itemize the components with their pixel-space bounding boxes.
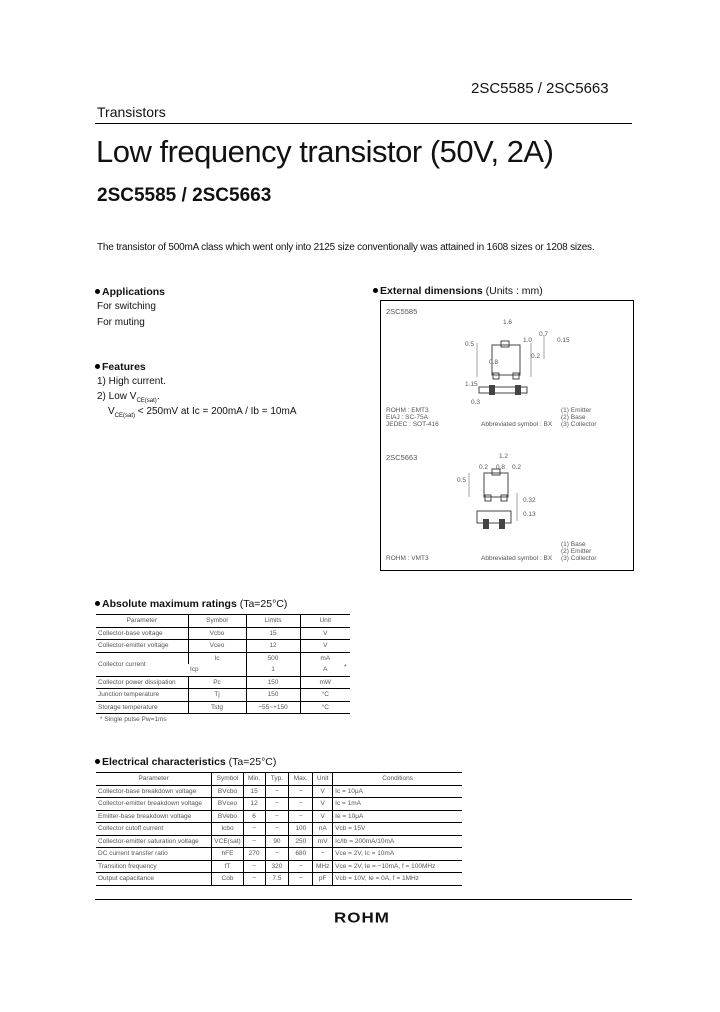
table-row [96,640,350,653]
bullet-icon [95,289,100,294]
table-cell: −55~+150 [246,701,300,714]
table-cell: fT [212,860,243,873]
features-heading: Features [95,361,146,373]
table-cell: 6 [243,810,265,823]
table-cell: 90 [265,835,289,848]
table-header-row [96,773,462,786]
table-cell: V [300,627,350,640]
table-cell: Ie = 10μA [333,810,462,823]
table-cell: − [289,798,313,811]
table-cell: mA [300,652,350,664]
table-row [96,823,462,836]
dimension-label: 0.13 [523,511,536,518]
column-header: Symbol [212,773,243,786]
dimension-label: 1.2 [499,453,509,460]
table-cell: Tj [188,689,246,702]
header-part-numbers: 2SC5585 / 2SC5663 [471,80,609,97]
table-cell: Cob [212,873,243,886]
page-title: Low frequency transistor (50V, 2A) [96,134,554,169]
dimension-label: 0.15 [557,337,570,344]
dimension-label: 0.7 [539,331,549,338]
intro-text: The transistor of 500mA class which went only into 2125 size conventionally was attained in 1608 sizes or 1208 sizes. [97,242,595,253]
package-code: EIAJ : SC-75A [386,414,428,421]
table-cell: pF [313,873,333,886]
table-cell: − [243,873,265,886]
table-cell: Vcb = 15V [333,823,462,836]
package1-drawing [459,315,569,405]
table-cell: 7.5 [265,873,289,886]
table-row [96,785,462,798]
package2-drawing [461,461,551,551]
table-cell: − [289,860,313,873]
dimension-label: 0.3 [471,399,481,406]
table-row [96,860,462,873]
table-cell: Transition frequency [98,862,157,870]
table-cell: Ic/Ib = 200mA/10mA [333,835,462,848]
table-cell: − [289,810,313,823]
bullet-icon [95,601,100,606]
column-header: Parameter [138,775,169,783]
column-header: Unit [300,615,350,628]
dimension-label: 0.2 [479,464,489,471]
table-cell: DC current transfer ratio [98,850,168,858]
page-subtitle: 2SC5585 / 2SC5663 [97,185,272,206]
table-cell: Emitter-base breakdown voltage [98,812,192,820]
table-cell: Vce = 2V, Ic = 10mA [333,848,462,861]
table-row [96,627,350,640]
rohm-logo: ROHM [334,909,390,926]
table-cell: − [243,823,265,836]
bullet-icon [95,759,100,764]
table-cell: Collector-emitter voltage [98,642,169,650]
dimension-label: 1.6 [503,319,513,326]
pin-label: (2) Base [561,414,586,421]
table-row [96,701,350,714]
feature-item: 1) High current. [97,376,166,387]
column-header: Limits [246,615,300,628]
abbreviated-symbol: Abbreviated symbol : BX [481,421,553,428]
pin-label: (3) Collector [561,421,597,428]
table-cell: − [313,848,333,861]
table-cell: V [313,798,333,811]
footer-rule [95,899,632,900]
table-cell: 12 [243,798,265,811]
table-cell: 100 [289,823,313,836]
table-cell: − [265,823,289,836]
table-row [96,848,462,861]
table-row [96,835,462,848]
table-cell: V [300,640,350,653]
dimension-label: 1.15 [465,381,478,388]
dimension-label: 1.0 [523,337,533,344]
table-cell: VCE(sat) [212,835,243,848]
table-cell: 680 [289,848,313,861]
pin-label: (1) Emitter [561,407,592,414]
table-header-row [96,615,350,628]
table-cell: Collector current [96,652,188,676]
table-cell: 12 [246,640,300,653]
table-cell: 500 [246,652,300,664]
table-cell: 1 [246,664,300,676]
abbreviated-symbol: Abbreviated symbol : BX [481,555,553,562]
table-row [96,652,350,664]
table-cell: Collector-emitter saturation voltage [98,837,199,845]
package-name: 2SC5663 [386,453,418,462]
table-cell: 150 [246,676,300,689]
table-cell: 250 [289,835,313,848]
table-cell: MHz [313,860,333,873]
table-cell: 150 [246,689,300,702]
table-cell: Storage temperature [98,703,158,711]
column-header: Max. [289,773,313,786]
table-cell: Vce = 2V, Ie = −10mA, f = 100MHz [333,860,462,873]
pin-label: (2) Emitter [561,548,592,555]
package-code: JEDEC : SOT-416 [386,421,439,428]
abs-max-table [96,614,350,714]
table-cell: mV [313,835,333,848]
pin-label: (3) Collector [561,555,597,562]
table-cell: °C [300,701,350,714]
table-cell: Vcb = 10V, Ie = 0A, f = 1MHz [333,873,462,886]
table-cell: 15 [246,627,300,640]
table-cell: 320 [265,860,289,873]
pin-label: (1) Base [561,541,586,548]
application-item: For switching [97,301,156,312]
table-row [96,810,462,823]
table-cell: Ic = 1mA [333,798,462,811]
footnote-mark: * [344,664,347,671]
table-cell: Junction temperature [98,691,160,699]
column-header: Min. [243,773,265,786]
table-cell: A [300,664,350,676]
table-cell: − [265,810,289,823]
table-cell: hFE [212,848,243,861]
table-cell: − [243,835,265,848]
dimension-label: 0.8 [496,464,506,471]
table-cell: − [289,873,313,886]
table-cell: Ic [188,652,246,664]
electrical-heading: Electrical characteristics (Ta=25°C) [95,756,276,768]
applications-heading: Applications [95,286,165,298]
column-header: Parameter [126,617,157,625]
table-cell: − [289,785,313,798]
dimensions-box [380,300,634,571]
table-cell: − [265,785,289,798]
bullet-icon [95,364,100,369]
table-cell: 15 [243,785,265,798]
table-cell: 270 [243,848,265,861]
table-cell: Tstg [188,701,246,714]
feature-condition: $V_{CE(sat)} < 250mV$ at Ic = 200mA / Ib = 10mA [108,406,297,419]
column-header: Unit [313,773,333,786]
table-row [96,873,462,886]
dimension-label: 0.5 [457,477,467,484]
table-cell: Vceo [188,640,246,653]
column-header: Symbol [188,615,246,628]
column-header: Typ. [265,773,289,786]
package-name: 2SC5585 [386,307,418,316]
table-cell: Collector power dissipation [98,678,176,686]
abs-max-heading: Absolute maximum ratings (Ta=25°C) [95,598,287,610]
table-cell: − [265,798,289,811]
table-cell: Vcbo [188,627,246,640]
table-cell: mW [300,676,350,689]
table-cell: nA [313,823,333,836]
table-cell: BVcbo [212,785,243,798]
table-row [96,689,350,702]
table-cell: Ic = 10μA [333,785,462,798]
header-rule [95,123,632,124]
electrical-table [96,772,462,886]
abs-max-note: * Single pulse Pw=1ms [100,716,167,723]
package-code: ROHM : EMT3 [386,407,429,414]
application-item: For muting [97,317,145,328]
table-cell: Collector-emitter breakdown voltage [98,800,203,808]
table-row [96,676,350,689]
external-dimensions-heading: External dimensions (Units : mm) [373,285,543,297]
table-cell: Pc [188,676,246,689]
table-cell: Icp [190,666,199,674]
table-cell: Output capacitance [98,875,155,883]
table-cell: Collector-base breakdown voltage [98,787,197,795]
table-cell: °C [300,689,350,702]
table-cell: V [313,785,333,798]
table-cell: BVceo [212,798,243,811]
column-header: Conditions [333,773,462,786]
table-cell: BVebo [212,810,243,823]
table-row [96,798,462,811]
feature-item: 2) Low $V_{CE(sat)}$. [97,391,160,404]
table-cell: Collector cutoff current [98,825,164,833]
dimension-label: 0.5 [465,341,475,348]
bullet-icon [373,288,378,293]
category-label: Transistors [97,104,166,120]
table-cell: − [265,848,289,861]
dimension-label: 0.8 [489,359,499,366]
dimension-label: 0.2 [512,464,522,471]
dimension-label: 0.32 [523,497,536,504]
table-cell: − [243,860,265,873]
table-cell: Icbo [212,823,243,836]
package-code: ROHM : VMT3 [386,555,429,562]
table-cell: Collector-base voltage [98,629,163,637]
table-cell: V [313,810,333,823]
dimension-label: 0.2 [531,353,541,360]
